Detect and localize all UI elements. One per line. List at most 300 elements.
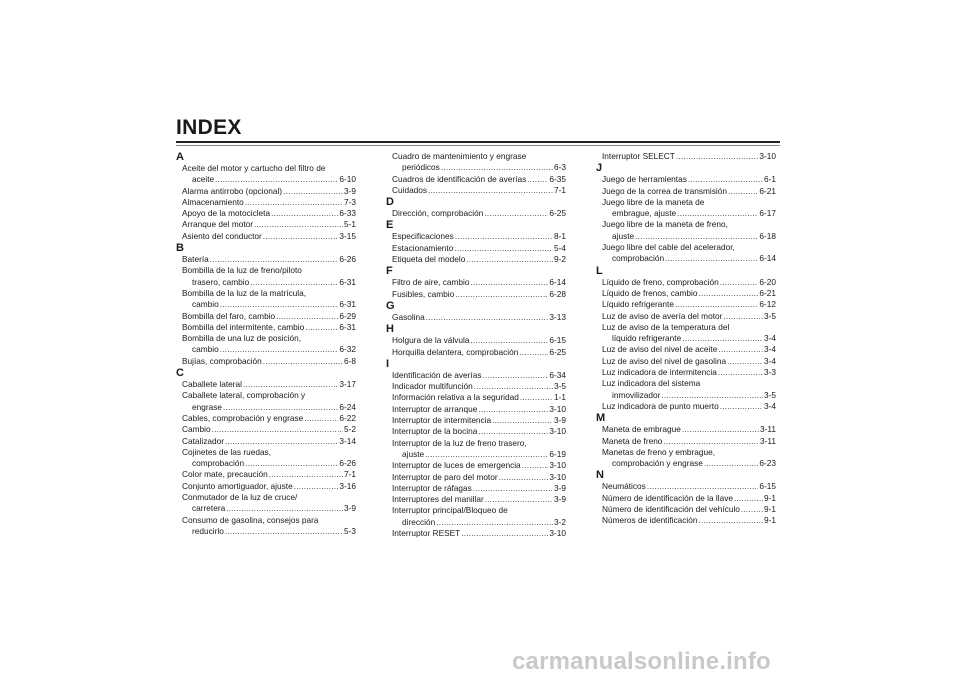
index-entry-row: [602, 390, 776, 401]
dot-leader: [225, 436, 338, 447]
index-page-number: 5-4: [554, 242, 566, 253]
index-page-number: 6-26: [339, 458, 356, 469]
index-entry: [596, 493, 776, 504]
dot-leader: [728, 186, 758, 197]
index-page-number: 6-25: [549, 346, 566, 357]
index-entry-label: dirección: [402, 516, 436, 527]
index-entry-label: Maneta de freno: [602, 435, 663, 446]
dot-leader: [520, 392, 553, 403]
dot-leader: [426, 312, 549, 323]
index-page-number: 7-1: [554, 184, 566, 195]
index-entry-row: [602, 151, 776, 162]
index-page-number: 6-18: [759, 230, 776, 241]
index-page-number: 6-29: [339, 310, 356, 321]
dot-leader: [245, 458, 338, 469]
dot-leader: [474, 381, 553, 392]
index-entry-label: periódicos: [402, 162, 440, 173]
dot-leader: [436, 517, 553, 528]
dot-leader: [470, 277, 548, 288]
index-page-number: 3-11: [760, 435, 776, 446]
dot-leader: [723, 311, 763, 322]
index-entry-row: [182, 299, 356, 310]
index-entry-row: [392, 472, 566, 483]
dot-leader: [720, 277, 759, 288]
index-page-number: 5-2: [344, 424, 356, 435]
dot-leader: [682, 424, 759, 435]
index-entry-row: [182, 356, 356, 367]
index-entry-row: [392, 460, 566, 471]
dot-leader: [720, 401, 763, 412]
index-entry-label: Gasolina: [392, 311, 425, 322]
index-page-number: 3-4: [764, 355, 776, 366]
dot-leader: [741, 504, 763, 515]
index-entry: [386, 254, 566, 265]
index-entry-row: [182, 277, 356, 288]
dot-leader: [473, 483, 553, 494]
index-page-number: 5-1: [344, 219, 356, 230]
index-page-number: 6-24: [339, 401, 356, 412]
index-entry-label: líquido refrigerante: [612, 333, 682, 344]
index-entry: [386, 483, 566, 494]
index-entry-heading: Manetas de freno y embrague,: [602, 446, 715, 457]
index-page-number: 6-22: [339, 412, 356, 423]
index-entry-label: Caballete lateral: [182, 379, 242, 390]
index-entry-label: Fusibles, cambio: [392, 288, 455, 299]
index-entry-row: [602, 288, 776, 299]
index-entry-label: Luz indicadora de punto muerto: [602, 400, 719, 411]
dot-leader: [478, 426, 548, 437]
index-column-3: [596, 151, 776, 527]
index-entry: [596, 288, 776, 299]
index-page-number: 3-3: [764, 367, 776, 378]
index-entry-heading: Juego libre de la maneta de: [602, 196, 705, 207]
index-entry: [386, 404, 566, 415]
dot-leader: [698, 515, 763, 526]
dot-leader: [215, 174, 338, 185]
index-entry-row: [392, 426, 566, 437]
index-letter-l: L: [596, 264, 603, 277]
index-entry: [386, 494, 566, 505]
index-entry-label: Neumáticos: [602, 481, 646, 492]
index-entry-row: [392, 381, 566, 392]
index-entry: [596, 367, 776, 378]
index-entry-heading: Interruptor de la luz de freno trasero,: [392, 437, 527, 448]
index-entry-label: Batería: [182, 254, 209, 265]
index-entry-row: [182, 208, 356, 219]
index-page-number: 6-14: [759, 253, 776, 264]
index-entry: [596, 186, 776, 197]
index-entry-label: Cuidados: [392, 184, 428, 195]
index-page-number: 6-21: [759, 287, 776, 298]
dot-leader: [704, 458, 759, 469]
index-entry: [176, 424, 356, 435]
index-entry-row: [602, 208, 776, 219]
index-entry-label: Líquido refrigerante: [602, 299, 674, 310]
index-entry-label: Conjunto amortiguador, ajuste: [182, 480, 293, 491]
index-page-number: 3-10: [549, 471, 566, 482]
index-page-number: 5-3: [344, 525, 356, 536]
dot-leader: [688, 174, 763, 185]
index-entry-row: [392, 517, 566, 528]
index-entry-label: Interruptor de paro del motor: [392, 471, 498, 482]
index-entry-row: [392, 254, 566, 265]
index-entry: [386, 277, 566, 288]
index-entry: [386, 505, 566, 528]
index-entry: [386, 243, 566, 254]
index-entry-heading: Interruptor principal/Bloqueo de: [392, 505, 508, 516]
index-entry-label: Interruptor de luces de emergencia: [392, 460, 521, 471]
index-entry-row: [392, 335, 566, 346]
index-entry-label: Bujías, comprobación: [182, 355, 262, 366]
index-entry-label: Luz de aviso del nivel de gasolina: [602, 355, 727, 366]
index-entry: [386, 370, 566, 381]
index-entry-row: [392, 277, 566, 288]
index-entry-label: aceite: [192, 174, 215, 185]
index-page-number: 3-17: [339, 379, 356, 390]
index-page-number: 3-11: [760, 424, 776, 435]
index-entry-label: reducirlo: [192, 525, 224, 536]
dot-leader: [665, 253, 758, 264]
dot-leader: [675, 299, 758, 310]
index-page-number: 6-8: [344, 355, 356, 366]
index-entry: [596, 356, 776, 367]
index-entry: [596, 378, 776, 401]
index-entry: [386, 185, 566, 196]
index-page-number: 6-19: [549, 448, 566, 459]
index-page-number: 3-9: [344, 503, 356, 514]
index-page-number: 6-17: [759, 208, 776, 219]
index-entry-row: [392, 208, 566, 219]
index-page-number: 3-5: [764, 389, 776, 400]
index-entry-row: [602, 253, 776, 264]
index-entry: [386, 335, 566, 346]
dot-leader: [470, 335, 548, 346]
index-entry-row: [182, 219, 356, 230]
index-entry: [386, 415, 566, 426]
index-page-number: 3-10: [549, 426, 566, 437]
index-entry-label: Interruptor de arranque: [392, 403, 478, 414]
index-entry: [176, 481, 356, 492]
index-entry-label: Número de identificación de la llave: [602, 492, 733, 503]
index-page-number: 6-15: [759, 481, 776, 492]
dot-leader: [283, 186, 343, 197]
index-entry: [176, 356, 356, 367]
index-entry: [176, 436, 356, 447]
index-entry: [176, 515, 356, 538]
dot-leader: [485, 494, 553, 505]
index-page-number: 3-9: [344, 185, 356, 196]
index-entry-heading: Consumo de gasolina, consejos para: [182, 514, 319, 525]
index-entry: [596, 504, 776, 515]
index-entry-label: Almacenamiento: [182, 196, 244, 207]
index-entry: [596, 151, 776, 162]
index-entry-row: [602, 481, 776, 492]
index-entry-label: ajuste: [612, 230, 635, 241]
index-letter-n: N: [596, 469, 604, 482]
index-entry-row: [392, 449, 566, 460]
index-page-number: 6-31: [339, 276, 356, 287]
dot-leader: [263, 356, 343, 367]
index-entry-heading: Juego libre de la maneta de freno,: [602, 219, 728, 230]
index-entry-row: [602, 367, 776, 378]
index-entry-row: [392, 185, 566, 196]
index-entry: [176, 265, 356, 288]
dot-leader: [455, 289, 548, 300]
index-entry: [596, 299, 776, 310]
index-entry-label: Alarma antirrobo (opcional): [182, 185, 283, 196]
index-entry-label: Catalizador: [182, 435, 224, 446]
index-entry-row: [392, 370, 566, 381]
index-entry-label: Horquilla delantera, comprobación: [392, 346, 519, 357]
index-entry-row: [392, 243, 566, 254]
index-entry-row: [182, 231, 356, 242]
title-rule-thin: [176, 145, 780, 146]
index-entry-row: [392, 415, 566, 426]
dot-leader: [220, 299, 339, 310]
index-page-number: 3-5: [764, 310, 776, 321]
index-page-number: 6-25: [549, 208, 566, 219]
index-entry-label: Cables, comprobación y engrase: [182, 412, 304, 423]
index-entry-row: [392, 404, 566, 415]
index-page-number: 9-2: [554, 254, 566, 265]
index-entry-row: [602, 493, 776, 504]
index-entry-row: [602, 424, 776, 435]
index-entry: [176, 492, 356, 515]
index-page-number: 9-1: [764, 515, 776, 526]
index-entry-row: [602, 504, 776, 515]
index-entry-label: Luz de aviso del nivel de aceite: [602, 344, 718, 355]
dot-leader: [220, 344, 339, 355]
dot-leader: [466, 254, 553, 265]
index-entry: [596, 242, 776, 265]
index-entry-row: [602, 356, 776, 367]
dot-leader: [425, 449, 548, 460]
dot-leader: [225, 526, 343, 537]
index-entry: [596, 401, 776, 412]
dot-leader: [718, 344, 763, 355]
index-entry-label: comprobación y engrase: [612, 458, 703, 469]
index-entry-label: Bombilla del intermitente, cambio: [182, 321, 305, 332]
index-letter-d: D: [386, 196, 394, 209]
index-entry: [176, 413, 356, 424]
dot-leader: [492, 415, 553, 426]
index-entry: [596, 322, 776, 345]
index-entry-label: Información relativa a la seguridad: [392, 392, 519, 403]
index-page-number: 6-23: [759, 458, 776, 469]
index-page-number: 6-1: [764, 174, 776, 185]
index-entry-label: Líquido de freno, comprobación: [602, 276, 719, 287]
index-entry: [176, 197, 356, 208]
index-entry-row: [392, 174, 566, 185]
index-entry: [176, 379, 356, 390]
dot-leader: [682, 333, 763, 344]
index-letter-i: I: [386, 357, 390, 370]
index-entry-row: [182, 458, 356, 469]
index-page-number: 6-32: [339, 344, 356, 355]
index-entry-label: trasero, cambio: [192, 276, 250, 287]
index-entry: [386, 151, 566, 174]
dot-leader: [276, 311, 338, 322]
index-entry-label: inmovilizador: [612, 389, 661, 400]
dot-leader: [269, 469, 343, 480]
index-entry-row: [182, 379, 356, 390]
index-entry-label: Estacionamiento: [392, 242, 454, 253]
index-entry: [176, 288, 356, 311]
index-entry-row: [182, 413, 356, 424]
index-entry-row: [392, 483, 566, 494]
index-page-number: 3-15: [339, 230, 356, 241]
index-entry-label: Etiqueta del modelo: [392, 254, 466, 265]
index-page-number: 3-9: [554, 494, 566, 505]
index-entry: [596, 197, 776, 220]
index-entry-row: [602, 277, 776, 288]
index-letter-m: M: [596, 412, 606, 425]
index-page-number: 3-16: [339, 480, 356, 491]
index-page-number: 9-1: [764, 492, 776, 503]
dot-leader: [527, 174, 548, 185]
index-entry-row: [182, 481, 356, 492]
index-entry-row: [182, 322, 356, 333]
index-entry: [176, 447, 356, 470]
dot-leader: [499, 472, 549, 483]
index-column-2: [386, 151, 566, 539]
index-page-number: 6-20: [759, 276, 776, 287]
index-entry: [386, 528, 566, 539]
dot-leader: [210, 254, 339, 265]
index-entry-row: [602, 515, 776, 526]
index-page-number: 9-1: [764, 504, 776, 515]
dot-leader: [461, 528, 548, 539]
index-entry-heading: Bombilla de la luz de freno/piloto: [182, 265, 302, 276]
index-entry: [386, 438, 566, 461]
index-entry: [386, 460, 566, 471]
dot-leader: [294, 481, 339, 492]
dot-leader: [441, 162, 553, 173]
index-entry-row: [602, 344, 776, 355]
index-entry-row: [602, 174, 776, 185]
index-page-number: 3-4: [764, 344, 776, 355]
dot-leader: [484, 208, 548, 219]
dot-leader: [223, 402, 338, 413]
index-entry-heading: Cuadro de mantenimiento y engrase: [392, 151, 527, 161]
index-page-number: 6-21: [759, 185, 776, 196]
index-entry-label: Cambio: [182, 424, 211, 435]
index-entry-row: [602, 436, 776, 447]
index-entry: [386, 231, 566, 242]
index-entry-label: Filtro de aire, cambio: [392, 277, 470, 288]
index-page-number: 6-33: [339, 208, 356, 219]
index-entry-label: comprobación: [192, 458, 245, 469]
dot-leader: [519, 347, 548, 358]
index-page-number: 8-1: [554, 231, 566, 242]
index-entry-row: [182, 174, 356, 185]
index-entry-label: Interruptor de la bocina: [392, 426, 478, 437]
index-entry-label: Color mate, precaución: [182, 469, 268, 480]
index-entry: [176, 254, 356, 265]
index-page-number: 3-10: [759, 151, 776, 161]
dot-leader: [455, 231, 553, 242]
index-page-number: 6-31: [339, 299, 356, 310]
dot-leader: [428, 185, 553, 196]
index-entry-label: Arranque del motor: [182, 219, 254, 230]
index-page-number: 1-1: [554, 392, 566, 403]
index-page-number: 3-9: [554, 482, 566, 493]
index-page-number: 6-34: [549, 369, 566, 380]
index-page-number: 3-9: [554, 415, 566, 426]
index-entry-label: embrague, ajuste: [612, 208, 677, 219]
index-entry-row: [182, 402, 356, 413]
index-page-number: 6-35: [549, 173, 566, 184]
index-entry-row: [392, 494, 566, 505]
index-entry-row: [392, 162, 566, 173]
index-entry-label: comprobación: [612, 253, 665, 264]
index-page-number: 3-4: [764, 400, 776, 411]
index-page-number: 3-10: [549, 460, 566, 471]
index-entry-label: Luz indicadora de intermitencia: [602, 367, 717, 378]
index-entry-row: [182, 186, 356, 197]
index-page-number: 3-14: [339, 435, 356, 446]
index-entry-heading: Cojinetes de las ruedas,: [182, 446, 272, 457]
index-page-number: 6-31: [339, 321, 356, 332]
index-entry-row: [602, 186, 776, 197]
index-entry: [596, 311, 776, 322]
index-entry-row: [392, 392, 566, 403]
index-page-number: 3-5: [554, 381, 566, 392]
index-entry: [176, 311, 356, 322]
index-page-number: 3-10: [549, 528, 566, 539]
index-entry: [596, 219, 776, 242]
index-entry: [596, 424, 776, 435]
dot-leader: [734, 493, 763, 504]
index-entry-row: [182, 526, 356, 537]
page-title: INDEX: [176, 116, 242, 139]
index-entry-label: Números de identificación: [602, 515, 698, 526]
index-page-number: 7-1: [344, 469, 356, 480]
index-entry-label: Maneta de embrague: [602, 424, 681, 435]
index-entry: [596, 515, 776, 526]
dot-leader: [663, 436, 759, 447]
index-entry-row: [602, 333, 776, 344]
dot-leader: [254, 219, 343, 230]
index-entry-row: [182, 254, 356, 265]
index-entry-row: [602, 458, 776, 469]
dot-leader: [522, 460, 549, 471]
index-entry-label: Juego de herramientas: [602, 174, 687, 185]
dot-leader: [454, 243, 553, 254]
index-entry: [596, 174, 776, 185]
index-entry-label: ajuste: [402, 448, 425, 459]
dot-leader: [305, 322, 338, 333]
index-page-number: 6-14: [549, 277, 566, 288]
dot-leader: [677, 208, 758, 219]
index-page-number: 6-28: [549, 288, 566, 299]
index-entry: [596, 436, 776, 447]
index-entry-label: Interruptor de ráfagas: [392, 482, 472, 493]
index-entry-label: carretera: [192, 503, 226, 514]
watermark: carmanualsonline.info: [512, 648, 771, 675]
dot-leader: [478, 404, 548, 415]
index-entry-row: [182, 311, 356, 322]
index-entry-label: cambio: [192, 344, 219, 355]
index-entry: [176, 219, 356, 230]
dot-leader: [482, 370, 548, 381]
index-entry: [596, 447, 776, 470]
index-entry-row: [182, 469, 356, 480]
index-entry: [176, 390, 356, 413]
index-page-number: 7-3: [344, 196, 356, 207]
index-entry-label: Dirección, comprobación: [392, 208, 484, 219]
index-entry-heading: Luz indicadora del sistema: [602, 378, 701, 389]
